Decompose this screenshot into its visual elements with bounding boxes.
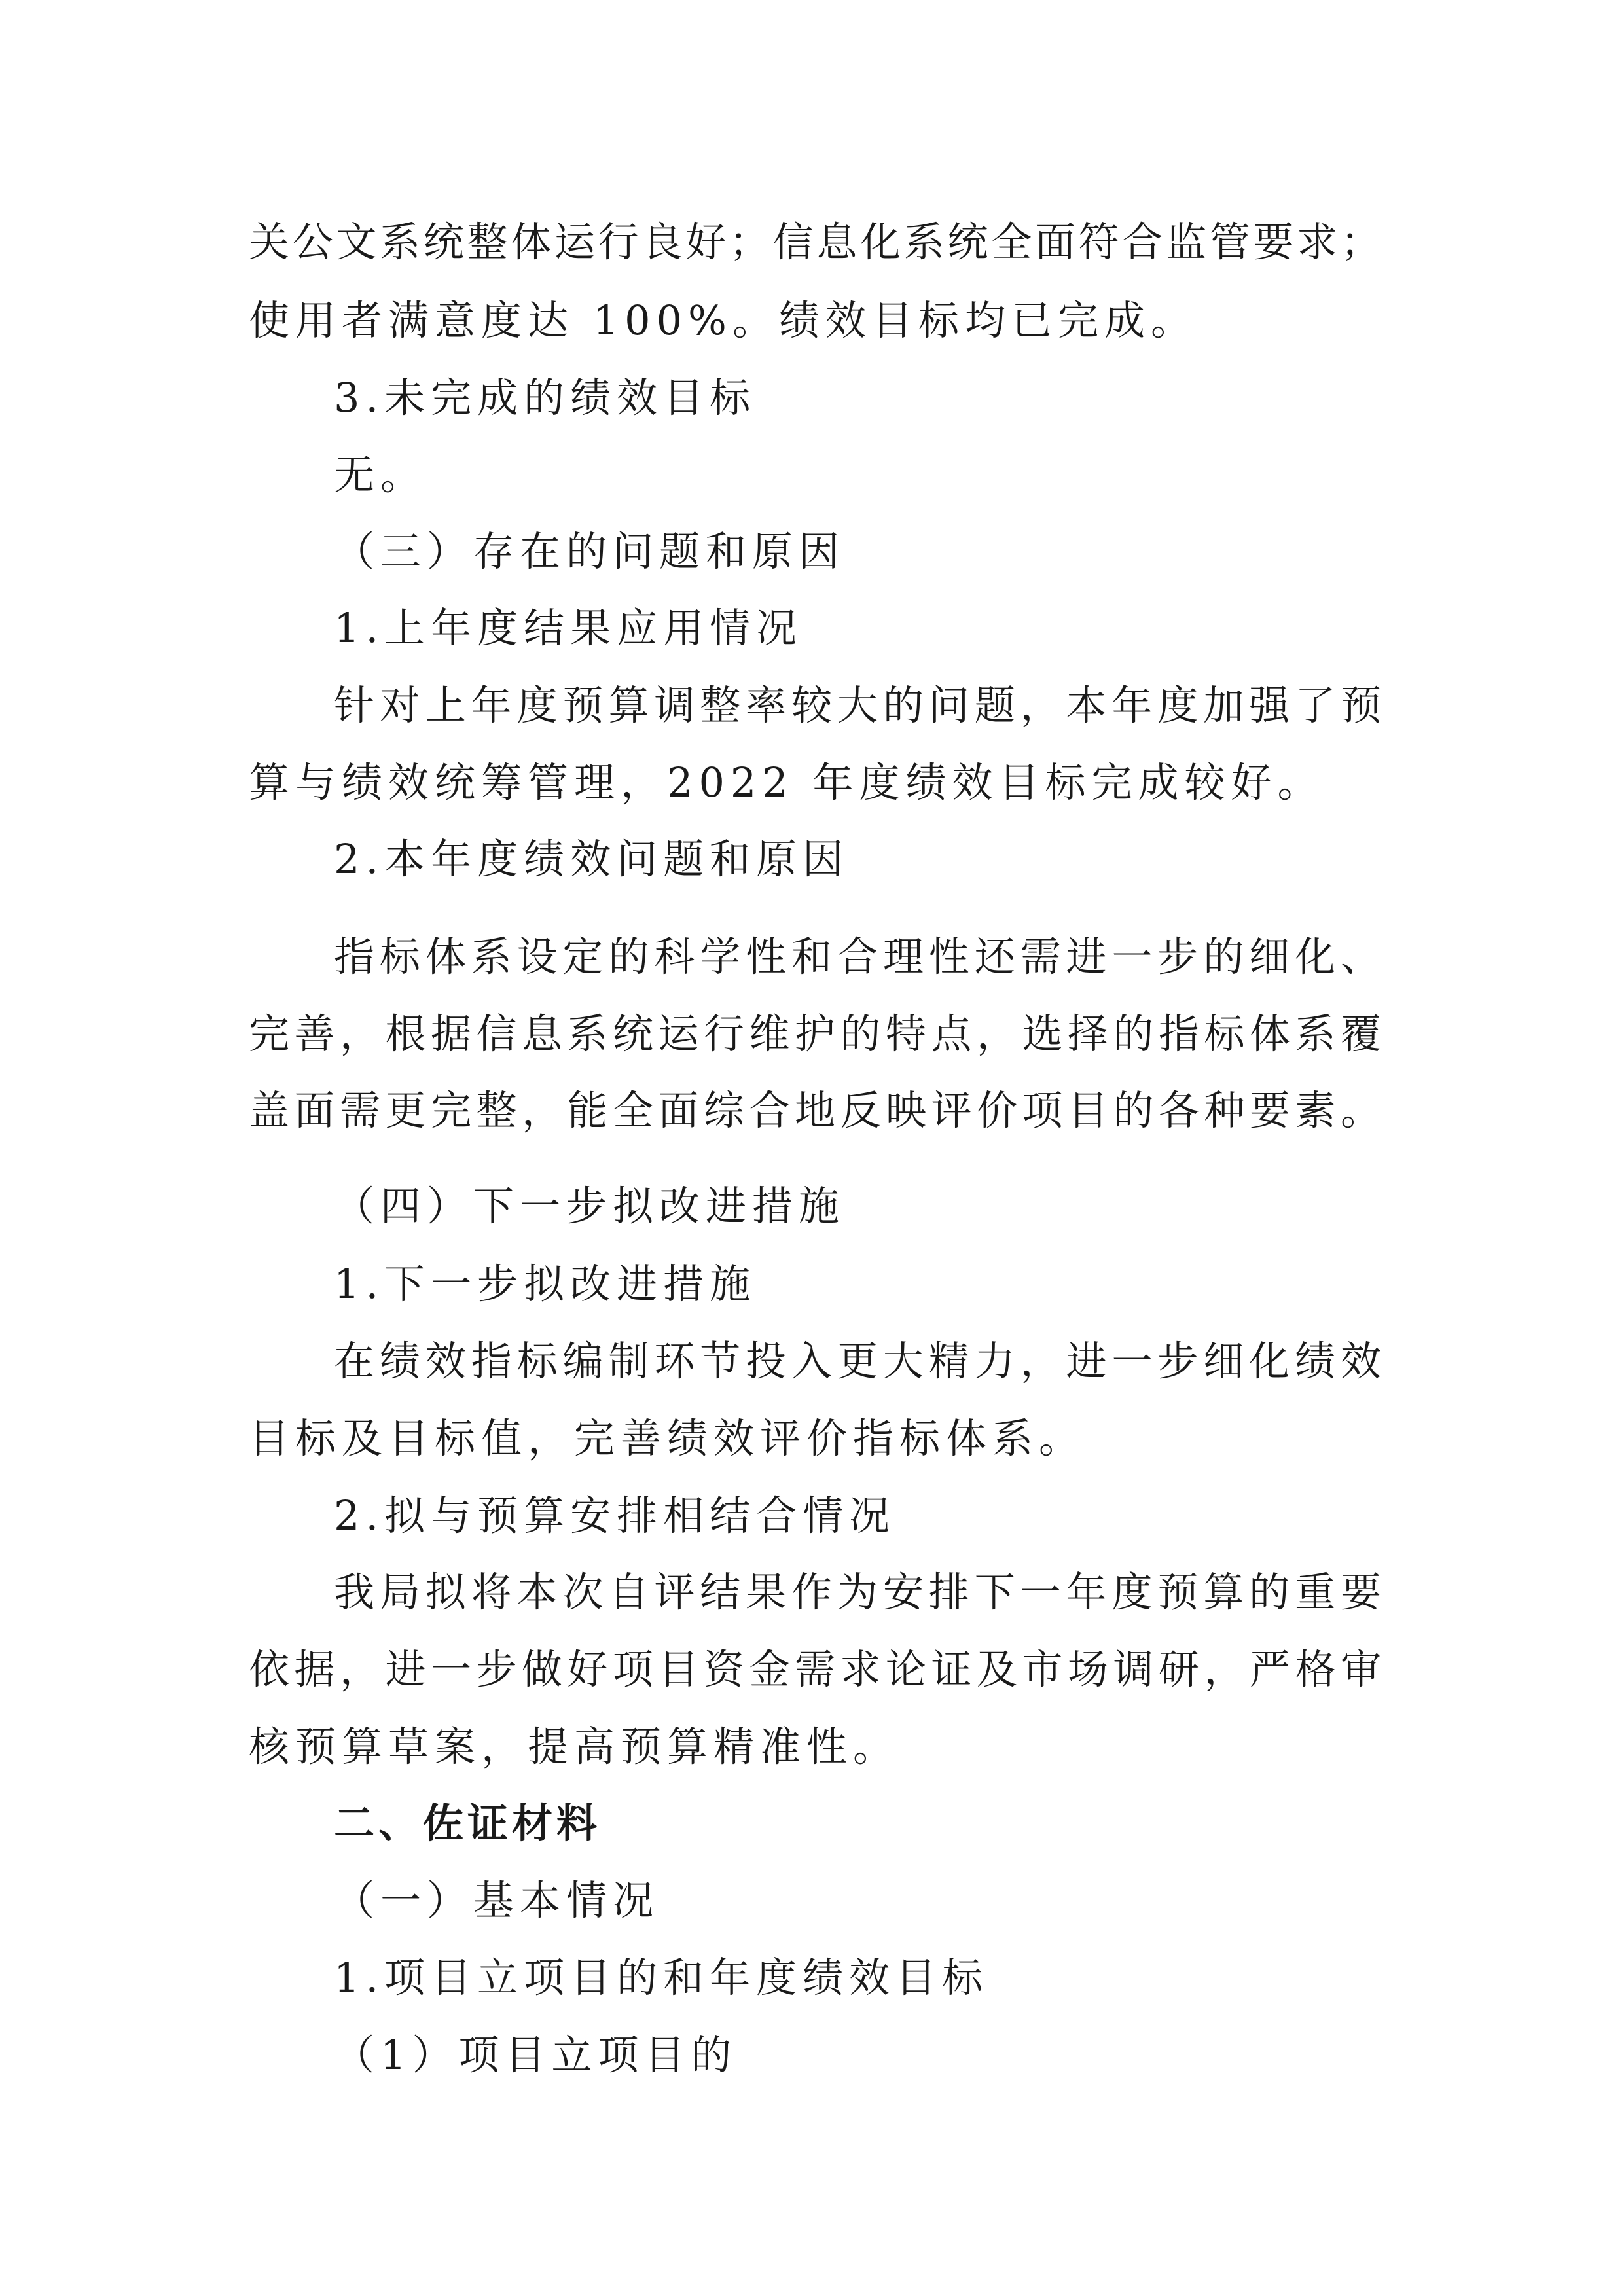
- subheading: 2.拟与预算安排相结合情况: [334, 1492, 896, 1539]
- paragraph-line: 核预算草案，提高预算精准性。: [249, 1723, 900, 1770]
- paragraph-line: 关公文系统整体运行良好；信息化系统全面符合监管要求；: [249, 218, 1381, 266]
- paragraph-line: 我局拟将本次自评结果作为安排下一年度预算的重要: [334, 1568, 1381, 1616]
- subheading: 1.下一步拟改进措施: [334, 1260, 757, 1308]
- subheading: 3.未完成的绩效目标: [334, 374, 757, 422]
- paragraph-line: 在绩效指标编制环节投入更大精力，进一步细化绩效: [334, 1337, 1381, 1385]
- section-heading: （一）基本情况: [334, 1876, 660, 1924]
- chapter-heading: 二、佐证材料: [334, 1799, 602, 1847]
- paragraph-line: 完善，根据信息系统运行维护的特点，选择的指标体系覆: [249, 1010, 1381, 1058]
- section-heading: （三）存在的问题和原因: [334, 528, 846, 575]
- paragraph-line: 无。: [334, 451, 427, 499]
- section-heading: （四）下一步拟改进措施: [334, 1182, 846, 1230]
- paragraph-line: 指标体系设定的科学性和合理性还需进一步的细化、: [334, 933, 1381, 980]
- paragraph-line: 盖面需更完整，能全面综合地反映评价项目的各种要素。: [249, 1086, 1381, 1134]
- subheading: 2.本年度绩效问题和原因: [334, 835, 850, 883]
- paragraph-line: 使用者满意度达 100%。绩效目标均已完成。: [249, 296, 1197, 344]
- paragraph-line: 依据，进一步做好项目资金需求论证及市场调研，严格审: [249, 1645, 1381, 1693]
- subheading: 1.项目立项目的和年度绩效目标: [334, 1954, 989, 2001]
- paragraph-line: 目标及目标值，完善绩效评价指标体系。: [249, 1414, 1086, 1462]
- subheading: （1）项目立项目的: [334, 2031, 738, 2079]
- subheading: 1.上年度结果应用情况: [334, 604, 803, 652]
- paragraph-line: 针对上年度预算调整率较大的问题，本年度加强了预: [334, 681, 1381, 729]
- paragraph-line: 算与绩效统筹管理，2022 年度绩效目标完成较好。: [249, 759, 1324, 806]
